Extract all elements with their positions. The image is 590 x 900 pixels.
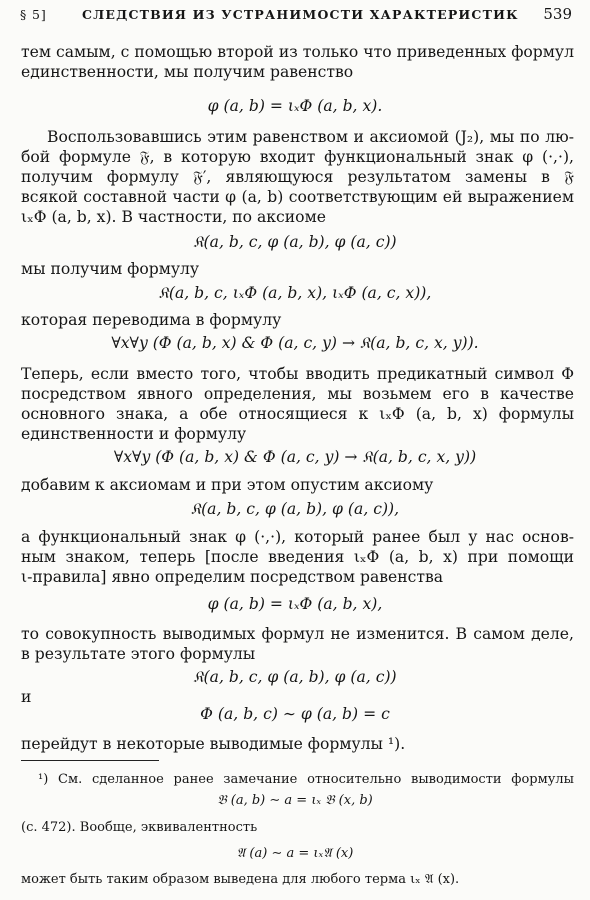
formula: 𝔎(a, b, c, φ (a, b), φ (a, c)),: [190, 500, 400, 518]
text-line: ным знаком, теперь [после введения ιₓΦ (a, b, x) при помощи: [21, 548, 574, 566]
formula: 𝔎(a, b, c, φ (a, b), φ (a, c)): [193, 668, 397, 686]
footnote-line: может быть таким образом выведена для любого терма ιₓ 𝔄 (x).: [21, 872, 460, 887]
text-line: тем самым, с помощью второй из только что приведенных формул: [21, 43, 574, 61]
running-title: СЛЕДСТВИЯ ИЗ УСТРАНИМОСТИ ХАРАКТЕРИСТИК: [82, 7, 519, 22]
text-line: перейдут в некоторые выводимые формулы ¹).: [21, 735, 406, 753]
text-line: всякой составной части φ (a, b) соответствующим ей выражением: [21, 188, 574, 206]
formula: ∀x∀y (Φ (a, b, x) & Φ (a, c, y) → 𝔎(a, b, c, x, y)).: [111, 334, 479, 352]
formula: φ (a, b) = ιₓΦ (a, b, x).: [207, 97, 383, 115]
text-line: и: [21, 688, 32, 706]
text-line: которая переводима в формулу: [21, 311, 282, 329]
text-line: добавим к аксиомам и при этом опустим аксиому: [21, 476, 434, 494]
text-line: а функциональный знак φ (·,·), который ранее был у нас основ-: [21, 528, 574, 546]
formula: 𝔎(a, b, c, ιₓΦ (a, b, x), ιₓΦ (a, c, x)),: [158, 284, 432, 302]
text-line: ιₓΦ (a, b, x). В частности, по аксиоме: [21, 208, 326, 226]
text-line: бой формуле 𝔉, в которую входит функциональный знак φ (·,·),: [21, 148, 574, 166]
text-line: мы получим формулу: [21, 260, 200, 278]
text-line: единственности и формулу: [21, 425, 247, 443]
section-marker: § 5]: [20, 7, 47, 22]
footnote-rule: [21, 760, 159, 761]
footnote-line: ¹) См. сделанное ранее замечание относительно выводимости формулы: [38, 772, 574, 787]
text-line: посредством явного определения, мы возьмем его в качестве: [21, 385, 574, 403]
footnote-formula: 𝔅 (a, b) ∼ a = ιₓ 𝔅 (x, b): [217, 793, 373, 808]
running-header: [20, 5, 572, 27]
formula: 𝔎(a, b, c, φ (a, b), φ (a, c)): [193, 233, 397, 251]
text-line: в результате этого формулы: [21, 645, 256, 663]
text-line: то совокупность выводимых формул не изменится. В самом деле,: [21, 625, 574, 643]
text-line: основного знака, а обе относящиеся к ιₓΦ (a, b, x) формулы: [21, 405, 574, 423]
footnote-formula: 𝔄 (a) ∼ a = ιₓ𝔄 (x): [236, 846, 354, 861]
text-line: ι-правила] явно определим посредством равенства: [21, 568, 444, 586]
text-line: Теперь, если вместо того, чтобы вводить предикатный символ Φ: [21, 365, 574, 383]
page-number: 539: [543, 5, 572, 23]
formula: φ (a, b) = ιₓΦ (a, b, x),: [207, 595, 383, 613]
text-line: единственности, мы получим равенство: [21, 63, 354, 81]
text-line: Воспользовавшись этим равенством и аксиомой (J₂), мы по лю-: [47, 128, 574, 146]
text-line: получим формулу 𝔉′, являющуюся результатом замены в 𝔉: [21, 168, 574, 186]
footnote-line: (с. 472). Вообще, эквивалентность: [21, 820, 258, 835]
formula: Φ (a, b, c) ∼ φ (a, b) = c: [200, 705, 390, 723]
formula: ∀x∀y (Φ (a, b, x) & Φ (a, c, y) → 𝔎(a, b, c, x, y)): [113, 448, 477, 466]
